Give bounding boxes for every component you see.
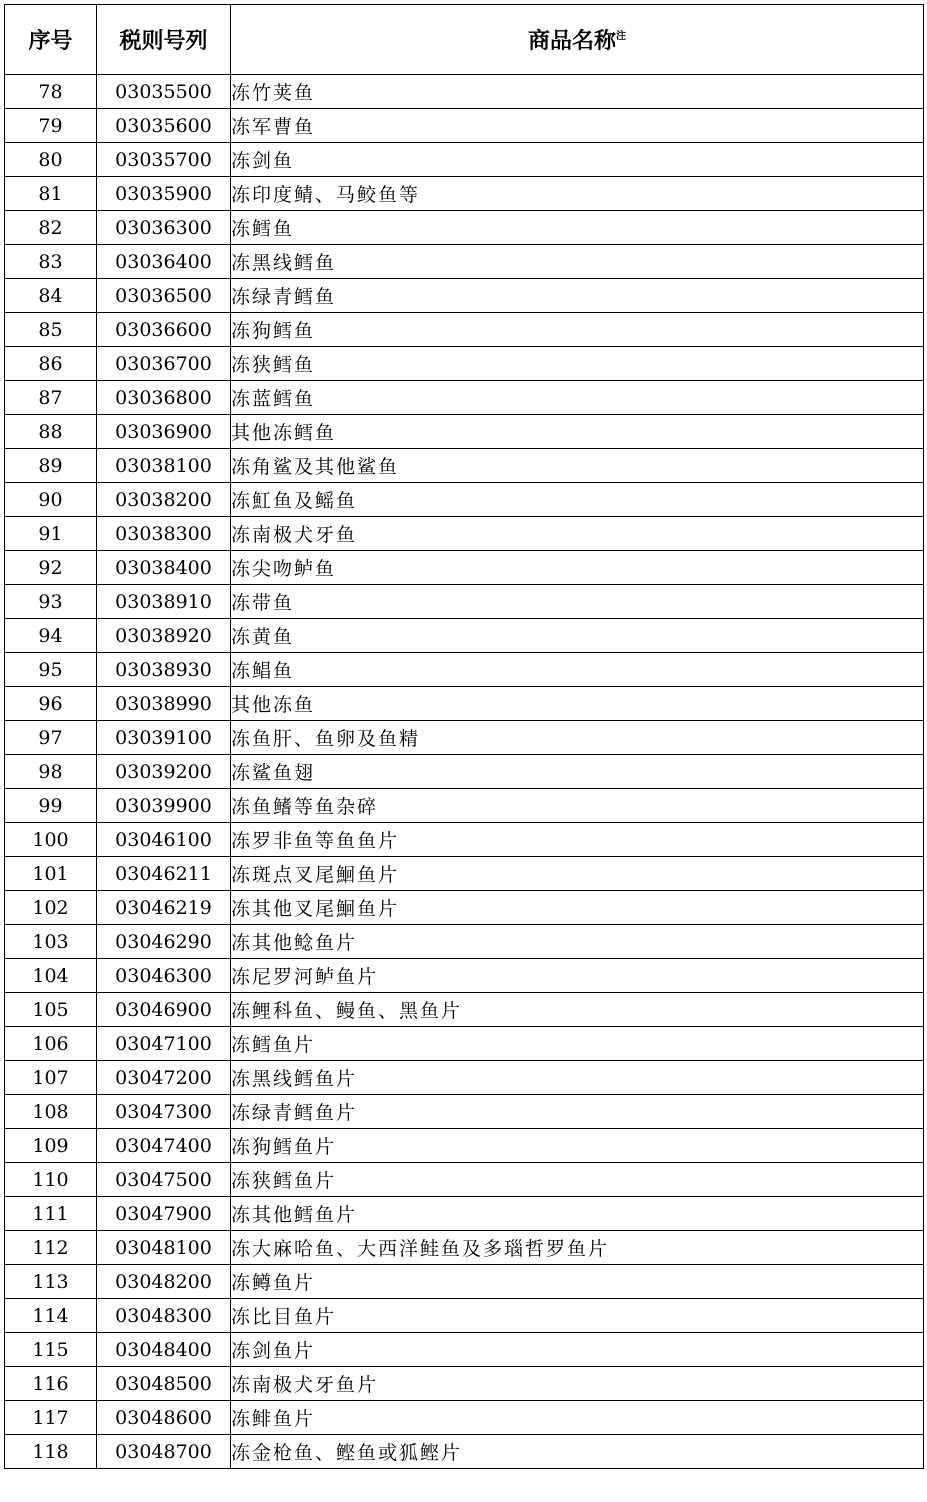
- row-code: 03048200: [97, 1265, 231, 1299]
- row-code: 03038990: [97, 687, 231, 721]
- table-header: [5, 5, 924, 75]
- row-name: 冻其他叉尾鮰鱼片: [231, 891, 924, 925]
- row-name: 冻鳟鱼片: [231, 1265, 924, 1299]
- row-code: 03039900: [97, 789, 231, 823]
- table-row: [5, 993, 924, 1027]
- table-row: [5, 959, 924, 993]
- row-code: 03035900: [97, 177, 231, 211]
- row-seq: 85: [5, 313, 97, 347]
- header-name-note: 注: [616, 31, 626, 42]
- row-code: 03046211: [97, 857, 231, 891]
- row-seq: 101: [5, 857, 97, 891]
- row-seq: 78: [5, 75, 97, 109]
- row-seq: 102: [5, 891, 97, 925]
- row-seq: 110: [5, 1163, 97, 1197]
- header-name: [231, 5, 924, 75]
- row-code: 03046290: [97, 925, 231, 959]
- table-body: [5, 75, 924, 1469]
- row-code: 03038910: [97, 585, 231, 619]
- row-seq: 97: [5, 721, 97, 755]
- row-code: 03048600: [97, 1401, 231, 1435]
- row-name: 冻蓝鳕鱼: [231, 381, 924, 415]
- row-name: 其他冻鱼: [231, 687, 924, 721]
- row-code: 03048500: [97, 1367, 231, 1401]
- row-seq: 98: [5, 755, 97, 789]
- row-seq: 94: [5, 619, 97, 653]
- row-code: 03038300: [97, 517, 231, 551]
- table-row: [5, 1197, 924, 1231]
- row-code: 03038920: [97, 619, 231, 653]
- row-seq: 90: [5, 483, 97, 517]
- table-row: [5, 415, 924, 449]
- table-row: [5, 177, 924, 211]
- row-code: 03048300: [97, 1299, 231, 1333]
- row-seq: 100: [5, 823, 97, 857]
- row-code: 03048700: [97, 1435, 231, 1469]
- row-seq: 87: [5, 381, 97, 415]
- row-seq: 86: [5, 347, 97, 381]
- row-name: 冻鲳鱼: [231, 653, 924, 687]
- row-seq: 116: [5, 1367, 97, 1401]
- row-code: 03046219: [97, 891, 231, 925]
- row-code: 03036700: [97, 347, 231, 381]
- table-row: [5, 1061, 924, 1095]
- header-seq: 序号: [5, 5, 97, 75]
- row-code: 03036600: [97, 313, 231, 347]
- row-code: 03048400: [97, 1333, 231, 1367]
- table-row: [5, 1333, 924, 1367]
- row-seq: 88: [5, 415, 97, 449]
- table-row: [5, 1231, 924, 1265]
- row-name: 冻其他鲶鱼片: [231, 925, 924, 959]
- row-seq: 113: [5, 1265, 97, 1299]
- table-row: [5, 653, 924, 687]
- table-row: [5, 1265, 924, 1299]
- table-row: [5, 1095, 924, 1129]
- row-code: 03046300: [97, 959, 231, 993]
- row-seq: 115: [5, 1333, 97, 1367]
- header-name-label: 商品名称: [527, 29, 616, 54]
- table-row: [5, 687, 924, 721]
- row-name: 冻剑鱼: [231, 143, 924, 177]
- row-name: 冻金枪鱼、鲣鱼或狐鲣片: [231, 1435, 924, 1469]
- row-code: 03036300: [97, 211, 231, 245]
- row-seq: 92: [5, 551, 97, 585]
- row-seq: 96: [5, 687, 97, 721]
- row-name: 冻黑线鳕鱼: [231, 245, 924, 279]
- row-seq: 99: [5, 789, 97, 823]
- row-name: 冻鱼鳍等鱼杂碎: [231, 789, 924, 823]
- row-name: 冻狭鳕鱼片: [231, 1163, 924, 1197]
- table-row: [5, 1027, 924, 1061]
- row-code: 03035500: [97, 75, 231, 109]
- row-code: 03038930: [97, 653, 231, 687]
- row-name: 冻魟鱼及鳐鱼: [231, 483, 924, 517]
- row-seq: 93: [5, 585, 97, 619]
- row-name: 冻剑鱼片: [231, 1333, 924, 1367]
- table-row: [5, 1129, 924, 1163]
- row-name: 冻鳕鱼: [231, 211, 924, 245]
- row-seq: 112: [5, 1231, 97, 1265]
- table-row: [5, 789, 924, 823]
- table-row: [5, 245, 924, 279]
- row-seq: 109: [5, 1129, 97, 1163]
- row-code: 03047200: [97, 1061, 231, 1095]
- row-name: 冻黑线鳕鱼片: [231, 1061, 924, 1095]
- header-row: [5, 5, 924, 75]
- row-name: 冻斑点叉尾鮰鱼片: [231, 857, 924, 891]
- tariff-table: [4, 4, 924, 1469]
- row-name: 其他冻鳕鱼: [231, 415, 924, 449]
- row-name: 冻绿青鳕鱼: [231, 279, 924, 313]
- row-name: 冻其他鳕鱼片: [231, 1197, 924, 1231]
- table-row: [5, 891, 924, 925]
- table-row: [5, 279, 924, 313]
- row-name: 冻鳕鱼片: [231, 1027, 924, 1061]
- table-row: [5, 619, 924, 653]
- row-name: 冻绿青鳕鱼片: [231, 1095, 924, 1129]
- row-seq: 117: [5, 1401, 97, 1435]
- row-seq: 105: [5, 993, 97, 1027]
- row-code: 03038200: [97, 483, 231, 517]
- row-name: 冻竹荚鱼: [231, 75, 924, 109]
- row-name: 冻狗鳕鱼: [231, 313, 924, 347]
- row-name: 冻尖吻鲈鱼: [231, 551, 924, 585]
- row-code: 03036500: [97, 279, 231, 313]
- row-seq: 79: [5, 109, 97, 143]
- table-row: [5, 381, 924, 415]
- row-seq: 83: [5, 245, 97, 279]
- row-seq: 82: [5, 211, 97, 245]
- row-seq: 118: [5, 1435, 97, 1469]
- row-code: 03035600: [97, 109, 231, 143]
- row-seq: 108: [5, 1095, 97, 1129]
- table-row: [5, 1163, 924, 1197]
- row-seq: 80: [5, 143, 97, 177]
- row-name: 冻狗鳕鱼片: [231, 1129, 924, 1163]
- row-seq: 114: [5, 1299, 97, 1333]
- row-name: 冻黄鱼: [231, 619, 924, 653]
- row-code: 03047400: [97, 1129, 231, 1163]
- row-name: 冻鱼肝、鱼卵及鱼精: [231, 721, 924, 755]
- row-name: 冻狭鳕鱼: [231, 347, 924, 381]
- table-row: [5, 925, 924, 959]
- table-row: [5, 721, 924, 755]
- row-code: 03039200: [97, 755, 231, 789]
- row-name: 冻鲱鱼片: [231, 1401, 924, 1435]
- row-name: 冻印度鲭、马鲛鱼等: [231, 177, 924, 211]
- table-row: [5, 857, 924, 891]
- row-code: 03046900: [97, 993, 231, 1027]
- row-code: 03035700: [97, 143, 231, 177]
- row-name: 冻带鱼: [231, 585, 924, 619]
- row-name: 冻南极犬牙鱼片: [231, 1367, 924, 1401]
- row-name: 冻南极犬牙鱼: [231, 517, 924, 551]
- row-seq: 89: [5, 449, 97, 483]
- row-seq: 104: [5, 959, 97, 993]
- row-name: 冻大麻哈鱼、大西洋鲑鱼及多瑙哲罗鱼片: [231, 1231, 924, 1265]
- row-seq: 107: [5, 1061, 97, 1095]
- row-code: 03036900: [97, 415, 231, 449]
- table-row: [5, 1367, 924, 1401]
- row-seq: 95: [5, 653, 97, 687]
- row-code: 03046100: [97, 823, 231, 857]
- table-row: [5, 109, 924, 143]
- row-name: 冻罗非鱼等鱼鱼片: [231, 823, 924, 857]
- table-row: [5, 517, 924, 551]
- table-row: [5, 143, 924, 177]
- table-row: [5, 551, 924, 585]
- row-seq: 111: [5, 1197, 97, 1231]
- row-name: 冻比目鱼片: [231, 1299, 924, 1333]
- row-name: 冻军曹鱼: [231, 109, 924, 143]
- row-code: 03047100: [97, 1027, 231, 1061]
- table-row: [5, 1435, 924, 1469]
- table-row: [5, 483, 924, 517]
- row-seq: 103: [5, 925, 97, 959]
- row-name: 冻鲤科鱼、鳗鱼、黑鱼片: [231, 993, 924, 1027]
- row-name: 冻尼罗河鲈鱼片: [231, 959, 924, 993]
- row-seq: 106: [5, 1027, 97, 1061]
- row-code: 03039100: [97, 721, 231, 755]
- table-row: [5, 1299, 924, 1333]
- table-row: [5, 211, 924, 245]
- row-code: 03038100: [97, 449, 231, 483]
- table-row: [5, 449, 924, 483]
- table-row: [5, 585, 924, 619]
- table-row: [5, 1401, 924, 1435]
- table-row: [5, 313, 924, 347]
- row-seq: 81: [5, 177, 97, 211]
- header-code: 税则号列: [97, 5, 231, 75]
- row-code: 03047500: [97, 1163, 231, 1197]
- row-name: 冻鲨鱼翅: [231, 755, 924, 789]
- row-seq: 91: [5, 517, 97, 551]
- table-row: [5, 75, 924, 109]
- row-code: 03036400: [97, 245, 231, 279]
- row-code: 03036800: [97, 381, 231, 415]
- row-code: 03047300: [97, 1095, 231, 1129]
- row-name: 冻角鲨及其他鲨鱼: [231, 449, 924, 483]
- table-row: [5, 755, 924, 789]
- table-row: [5, 823, 924, 857]
- row-seq: 84: [5, 279, 97, 313]
- row-code: 03047900: [97, 1197, 231, 1231]
- row-code: 03048100: [97, 1231, 231, 1265]
- row-code: 03038400: [97, 551, 231, 585]
- table-row: [5, 347, 924, 381]
